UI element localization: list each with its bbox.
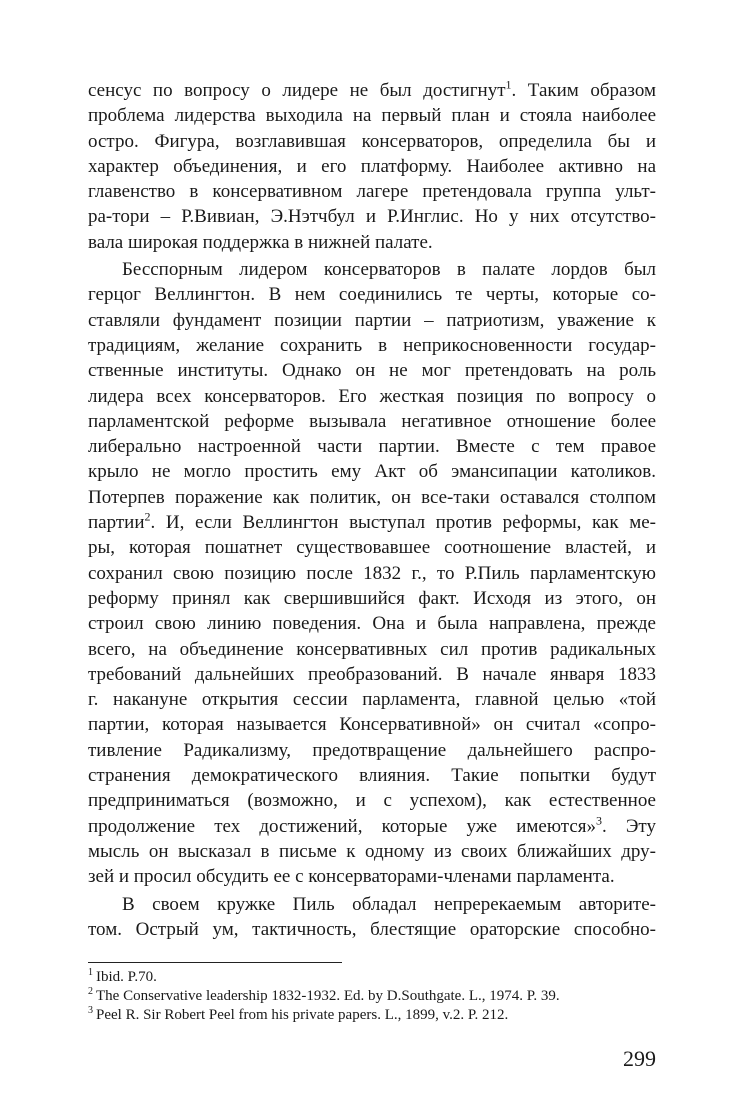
text-line: Потерпев поражение как политик, он все-таки оставался столпом (88, 486, 656, 508)
footnote-text: Peel R. Sir Robert Peel from his private papers. L., 1899, v.2. P. 212. (96, 1007, 509, 1023)
text-line: ставляли фундамент позиции партии – патриотизм, уважение к (88, 309, 656, 331)
footnote-divider (88, 962, 342, 963)
text-line: остро. Фигура, возглавившая консерваторов, определила бы и (88, 130, 656, 152)
text-line: строил свою линию поведения. Она и была направлена, прежде (88, 613, 656, 635)
text-line: главенство в консервативном лагере претендовала группа ульт- (88, 181, 656, 203)
paragraph-2 (88, 257, 656, 889)
text-line: партии, которая называется Консервативной» он считал «сопро- (88, 714, 656, 736)
text-line: ра-тори – Р.Вивиан, Э.Нэтчбул и Р.Инглис. Но у них отсутство- (88, 206, 656, 228)
text-line: либерально настроенной части партии. Вместе с тем правое (88, 436, 656, 458)
footnote-text: The Conservative leadership 1832-1932. Ed. by D.Southgate. L., 1974. P. 39. (96, 988, 560, 1004)
text-line: тивление Радикализму, предотвращение дальнейшего распро- (88, 739, 656, 761)
footnote-text: Ibid. P.70. (96, 969, 157, 985)
footnote-1 (88, 968, 656, 987)
text-line: г. накануне открытия сессии парламента, главной целью «той (88, 689, 656, 711)
text-line: проблема лидерства выходила на первый план и стояла наиболее (88, 105, 656, 127)
text-line: парламентской реформе вызывала негативное отношение более (88, 410, 656, 432)
text-line: вала широкая поддержка в нижней палате. (88, 231, 433, 253)
paragraph-1 (88, 78, 656, 255)
text-line: сохранил свою позицию после 1832 г., то Р.Пиль парламентскую (88, 562, 656, 584)
footnote-2 (88, 987, 656, 1006)
footnote-ref-3[interactable]: 3 (596, 813, 602, 828)
text-line: традициям, желание сохранить в неприкосновенности государ- (88, 334, 656, 356)
footnote-ref-2[interactable]: 2 (144, 509, 151, 524)
page-body (88, 78, 656, 942)
text-line: крыло не могло простить ему Акт об эмансипации католиков. (88, 461, 656, 483)
text-line: В своем кружке Пиль обладал непререкаемым авторите- (122, 893, 656, 915)
footnote-number: 1 (88, 967, 93, 978)
text-line: всего, на объединение консервативных сил против радикальных (88, 638, 656, 660)
text-line: партии$^2$. И, если Веллингтон выступал против реформы, как ме- (88, 509, 656, 534)
text-line: зей и просил обсудить ее с консерваторами-членами парламента. (88, 866, 615, 888)
footnote-number: 2 (88, 986, 93, 997)
footnotes (88, 968, 656, 1025)
paragraph-3 (88, 892, 656, 943)
footnote-ref-1[interactable]: 1 (505, 77, 512, 92)
text-line: ственные институты. Однако он не мог претендовать на роль (88, 360, 656, 382)
text-line: требований дальнейших преобразований. В начале января 1833 (88, 663, 656, 685)
text-line: реформу принял как свершившийся факт. Исходя из этого, он (88, 587, 656, 609)
text-line: герцог Веллингтон. В нем соединились те черты, которые со- (88, 284, 656, 306)
page-number: 299 (623, 1046, 656, 1071)
text-line: характер объединения, и его платформу. Наиболее активно на (88, 155, 656, 177)
text-line: том. Острый ум, тактичность, блестящие ораторские способно- (88, 918, 656, 940)
text-line: продолжение тех достижений, которые уже имеются»$^3$. Эту (88, 813, 656, 837)
text-line: сенсус по вопросу о лидере не был достигнут$^1$. Таким образом (88, 77, 656, 101)
text-line: странения демократического влияния. Такие попытки будут (88, 765, 656, 787)
text-line: мысль он высказал в письме к одному из своих ближайших дру- (88, 840, 656, 862)
text-line: предприниматься (возможно, и с успехом), как естественное (88, 790, 656, 812)
text-line: Бесспорным лидером консерваторов в палате лордов был (122, 259, 656, 281)
footnote-number: 3 (88, 1005, 93, 1016)
text-line: ры, которая пошатнет существовавшее соотношение властей, и (88, 537, 656, 559)
text-line: лидера всех консерваторов. Его жесткая позиция по вопросу о (88, 385, 656, 407)
footnote-3 (88, 1006, 656, 1025)
